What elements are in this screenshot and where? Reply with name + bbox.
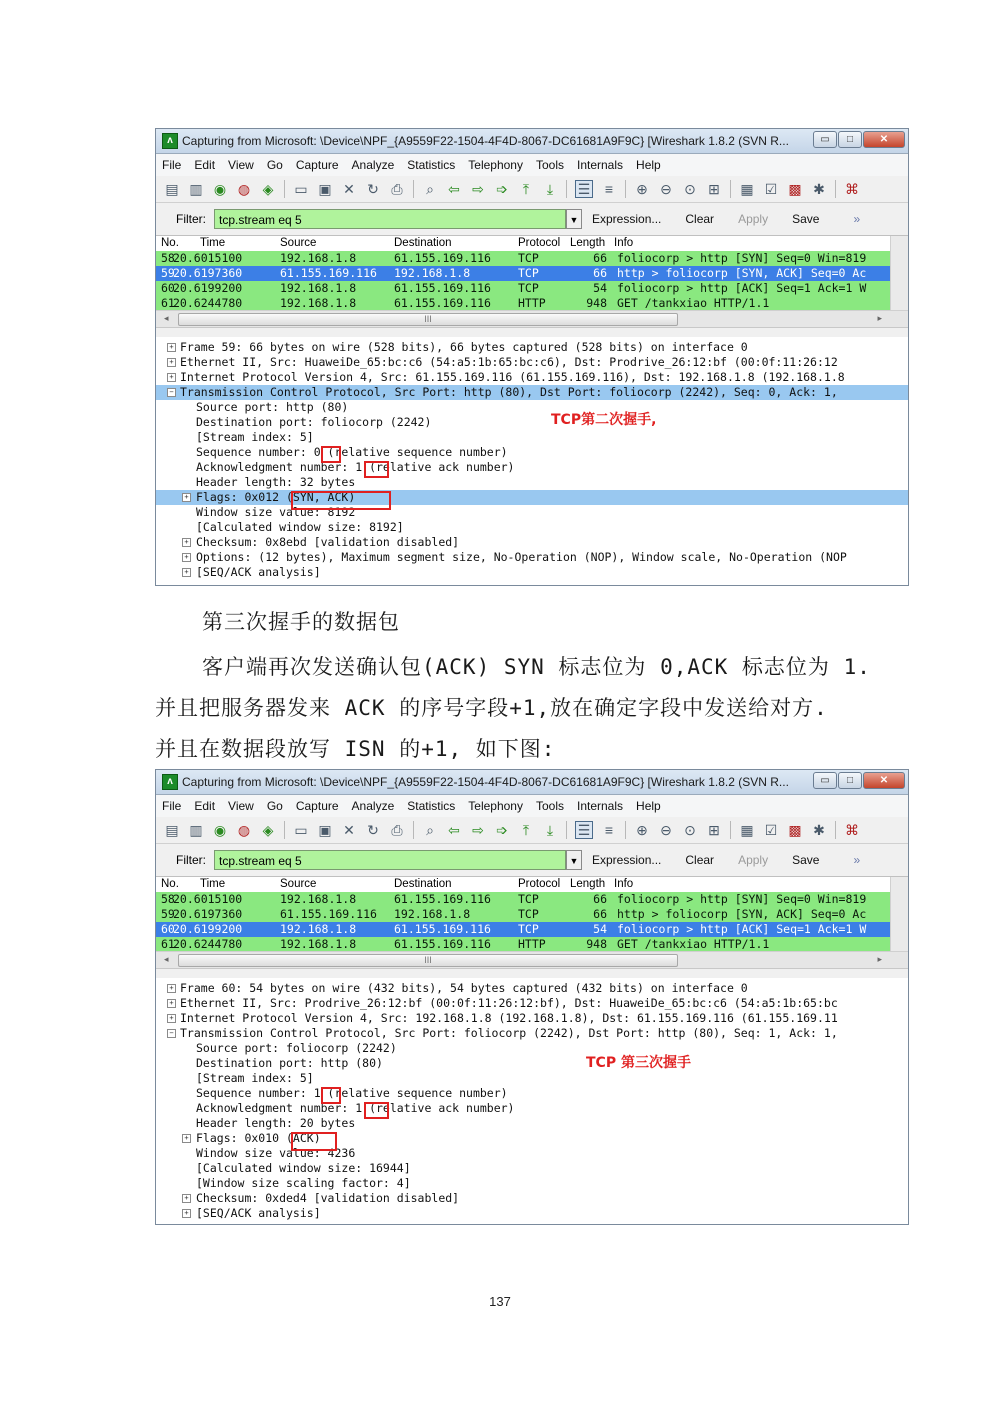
start-capture-icon[interactable]: ◉ [213, 822, 227, 838]
zoom-out-icon[interactable]: ⊖ [660, 822, 672, 838]
detail-line[interactable] [156, 996, 908, 1011]
detail-text: Destination port: foliocorp (2242) [196, 415, 432, 429]
shark-fin-icon: ʌ [162, 774, 178, 790]
detail-line[interactable] [156, 475, 908, 490]
packet-cell-destination: 61.155.169.116 [394, 892, 491, 906]
more-toolbar-button[interactable]: » [853, 853, 861, 867]
title-bar[interactable] [156, 770, 908, 795]
open-file-icon[interactable]: ▭ [294, 822, 308, 838]
scroll-right-icon[interactable]: ▸ [877, 313, 882, 323]
menu-tools[interactable]: Tools [535, 799, 564, 813]
paragraph-line-3: 并且在数据段放写 ISN 的+1, 如下图: [155, 737, 556, 761]
column-source[interactable]: Source [280, 237, 317, 249]
filter-input[interactable]: tcp.stream eq 5 [214, 209, 566, 229]
highlight-box [364, 1102, 389, 1119]
expand-toggle-icon[interactable]: + [167, 1014, 176, 1023]
packet-list-header [156, 877, 908, 892]
packet-cell-source: 61.155.169.116 [280, 907, 377, 921]
annotation-label: TCP 第三次握手 [586, 1055, 691, 1071]
column-length[interactable]: Length [570, 237, 606, 249]
zoom-normal-icon[interactable]: ⊙ [684, 822, 696, 838]
detail-text: Transmission Control Protocol, Src Port: http (80), Dst Port: foliocorp (2242), Seq: 0, Ack: 1, [180, 385, 838, 399]
packet-cell-length: 948 [586, 296, 607, 310]
scroll-left-icon[interactable]: ◂ [164, 954, 169, 964]
expand-toggle-icon[interactable]: − [167, 1029, 176, 1038]
go-forward-icon[interactable]: ⇨ [472, 181, 484, 197]
packet-cell-protocol: TCP [518, 922, 539, 936]
window-title: Capturing from Microsoft: \Device\NPF_{A9559F22-1504-4F4D-8067-DC61681A9F9C} [Wireshark 1.8.2 (SVN R... [182, 775, 789, 789]
packet-cell-protocol: TCP [518, 907, 539, 921]
go-to-packet-icon[interactable]: ➩ [496, 822, 508, 838]
menu-help[interactable]: Help [636, 799, 661, 813]
packet-cell-info: GET /tankxiao HTTP/1.1 [617, 296, 770, 310]
detail-line[interactable] [156, 430, 908, 445]
zoom-normal-icon[interactable]: ⊙ [684, 181, 696, 197]
detail-text: Ethernet II, Src: Prodrive_26:12:bf (00:0f:11:26:12:bf), Dst: HuaweiDe_65:bc:c6 (54:a5:1b:65:bc [180, 996, 838, 1010]
packet-list-hscrollbar[interactable] [156, 951, 908, 969]
clear-button[interactable]: Clear [685, 212, 715, 226]
highlight-box [291, 1132, 337, 1151]
column-info[interactable]: Info [614, 237, 634, 249]
find-packet-icon[interactable]: ⌕ [426, 822, 434, 838]
packet-cell-destination: 192.168.1.8 [394, 907, 471, 921]
wireshark-window-1 [155, 128, 909, 586]
packet-row[interactable] [156, 907, 908, 922]
main-toolbar [156, 176, 908, 203]
clear-button[interactable]: Clear [685, 853, 715, 867]
menu-view[interactable]: View [228, 158, 254, 172]
detail-text: [SEQ/ACK analysis] [196, 1206, 321, 1220]
packet-cell-protocol: TCP [518, 892, 539, 906]
detail-text: Flags: 0x012 (SYN, ACK) [196, 490, 356, 504]
packet-cell-destination: 61.155.169.116 [394, 922, 491, 936]
close-button[interactable]: ✕ [863, 772, 905, 789]
interface-list-icon[interactable]: ▤ [165, 822, 179, 838]
menu-statistics[interactable]: Statistics [407, 799, 456, 813]
detail-line[interactable] [156, 535, 908, 550]
menu-capture[interactable]: Capture [295, 158, 339, 172]
apply-button[interactable]: Apply [738, 212, 769, 226]
detail-text: [Stream index: 5] [196, 1071, 314, 1085]
column-no[interactable]: No. [161, 878, 179, 890]
detail-line[interactable] [156, 1011, 908, 1026]
reload-icon[interactable]: ↻ [367, 181, 379, 197]
go-first-icon[interactable]: ⤒ [522, 181, 530, 197]
maximize-button[interactable]: □ [838, 131, 862, 148]
apply-button[interactable]: Apply [738, 853, 769, 867]
packet-row[interactable] [156, 266, 908, 281]
packet-list [156, 236, 908, 310]
column-destination[interactable]: Destination [394, 878, 452, 890]
detail-text: [Stream index: 5] [196, 430, 314, 444]
capture-filters-icon[interactable]: ▦ [740, 181, 754, 197]
save-button[interactable]: Save [792, 853, 820, 867]
zoom-in-icon[interactable]: ⊕ [636, 822, 648, 838]
packet-list [156, 877, 908, 951]
column-info[interactable]: Info [614, 878, 634, 890]
detail-text: Checksum: 0x8ebd [validation disabled] [196, 535, 460, 549]
paragraph-line-2: 并且把服务器发来 ACK 的序号字段+1,放在确定字段中发送给对方. [155, 696, 828, 720]
expand-toggle-icon[interactable]: + [182, 538, 191, 547]
expand-toggle-icon[interactable]: + [182, 1194, 191, 1203]
detail-text: Window size value: 8192 [196, 505, 356, 519]
filter-label: Filter: [176, 212, 206, 226]
go-last-icon[interactable]: ⤓ [546, 822, 554, 838]
packet-list-scrollbar[interactable] [890, 877, 908, 951]
filter-bar [156, 203, 908, 236]
restart-capture-icon[interactable]: ◈ [262, 822, 274, 838]
interface-list-icon[interactable]: ▤ [165, 181, 179, 197]
print-icon[interactable]: ⎙ [391, 181, 403, 197]
column-source[interactable]: Source [280, 878, 317, 890]
packet-cell-time: 20.6199200 [173, 281, 243, 295]
packet-list-hscrollbar[interactable] [156, 310, 908, 328]
packet-row[interactable] [156, 281, 908, 296]
packet-cell-protocol: HTTP [518, 937, 546, 951]
detail-text: Frame 60: 54 bytes on wire (432 bits), 54 bytes captured (432 bits) on interface 0 [180, 981, 748, 995]
detail-line[interactable] [156, 1206, 908, 1221]
detail-text: Source port: http (80) [196, 400, 349, 414]
packet-cell-length: 66 [593, 892, 607, 906]
packet-cell-protocol: HTTP [518, 296, 546, 310]
detail-line[interactable] [156, 445, 908, 460]
packet-cell-no: 59 [161, 266, 175, 280]
open-file-icon[interactable]: ▭ [294, 181, 308, 197]
detail-text: Acknowledgment number: 1 (relative ack number) [196, 1101, 515, 1115]
detail-line[interactable] [156, 1116, 908, 1131]
packet-cell-length: 54 [593, 281, 607, 295]
menu-capture[interactable]: Capture [295, 799, 339, 813]
close-button[interactable]: ✕ [863, 131, 905, 148]
expand-toggle-icon[interactable]: + [167, 343, 176, 352]
detail-line[interactable] [156, 460, 908, 475]
go-back-icon[interactable]: ⇦ [448, 822, 460, 838]
display-filters-icon[interactable]: ☑ [764, 822, 778, 838]
detail-line[interactable] [156, 490, 908, 505]
menu-statistics[interactable]: Statistics [407, 158, 456, 172]
expand-toggle-icon[interactable]: + [167, 373, 176, 382]
close-file-icon[interactable]: ✕ [343, 181, 355, 197]
window-title: Capturing from Microsoft: \Device\NPF_{A9559F22-1504-4F4D-8067-DC61681A9F9C} [Wireshark 1.8.2 (SVN R... [182, 134, 789, 148]
expand-toggle-icon[interactable]: + [182, 1209, 191, 1218]
start-capture-icon[interactable]: ◉ [213, 181, 227, 197]
detail-text: Window size value: 4236 [196, 1146, 356, 1160]
detail-line[interactable] [156, 1056, 908, 1071]
expression-button[interactable]: Expression... [592, 853, 662, 867]
detail-line[interactable] [156, 415, 908, 430]
packet-cell-no: 60 [161, 281, 175, 295]
menu-telephony[interactable]: Telephony [468, 158, 523, 172]
packet-cell-destination: 192.168.1.8 [394, 266, 471, 280]
packet-cell-protocol: TCP [518, 281, 539, 295]
packet-cell-info: foliocorp > http [ACK] Seq=1 Ack=1 W [617, 281, 867, 295]
menu-bar [156, 795, 908, 817]
save-file-icon[interactable]: ▣ [318, 822, 332, 838]
help-icon[interactable]: ⌘ [845, 822, 859, 838]
packet-cell-info: http > foliocorp [SYN, ACK] Seq=0 Ac [617, 907, 867, 921]
highlight-box [364, 461, 389, 478]
packet-cell-time: 20.6244780 [173, 937, 243, 951]
column-length[interactable]: Length [570, 878, 606, 890]
preferences-icon[interactable]: ✱ [813, 822, 825, 838]
column-no[interactable]: No. [161, 237, 179, 249]
minimize-button[interactable]: ▭ [813, 131, 837, 148]
paragraph-heading: 第三次握手的数据包 [202, 610, 400, 634]
colorize-icon[interactable]: ☰ [575, 180, 593, 198]
colorize-icon[interactable]: ☰ [575, 821, 593, 839]
main-toolbar [156, 817, 908, 844]
print-icon[interactable]: ⎙ [391, 822, 403, 838]
detail-text: Sequence number: 0 (relative sequence number) [196, 445, 508, 459]
auto-scroll-icon[interactable]: ≡ [604, 181, 614, 197]
close-file-icon[interactable]: ✕ [343, 822, 355, 838]
filter-dropdown-icon[interactable]: ▼ [566, 850, 582, 870]
packet-cell-info: foliocorp > http [SYN] Seq=0 Win=819 [617, 251, 867, 265]
detail-text: Frame 59: 66 bytes on wire (528 bits), 66 bytes captured (528 bits) on interface 0 [180, 340, 748, 354]
scroll-right-icon[interactable]: ▸ [877, 954, 882, 964]
highlight-box [321, 446, 341, 463]
detail-text: Internet Protocol Version 4, Src: 61.155.169.116 (61.155.169.116), Dst: 192.168.1.8 (192.168.1.8 [180, 370, 845, 384]
expression-button[interactable]: Expression... [592, 212, 662, 226]
coloring-rules-icon[interactable]: ▩ [788, 822, 802, 838]
detail-text: [Calculated window size: 8192] [196, 520, 404, 534]
packet-cell-time: 20.6015100 [173, 251, 243, 265]
detail-text: Header length: 32 bytes [196, 475, 356, 489]
packet-cell-info: foliocorp > http [ACK] Seq=1 Ack=1 W [617, 922, 867, 936]
menu-go[interactable]: Go [266, 799, 283, 813]
column-protocol[interactable]: Protocol [518, 237, 561, 249]
highlight-box [321, 1087, 341, 1104]
go-forward-icon[interactable]: ⇨ [472, 822, 484, 838]
filter-input[interactable]: tcp.stream eq 5 [214, 850, 566, 870]
hscroll-thumb[interactable]: III [178, 313, 678, 326]
packet-cell-protocol: TCP [518, 251, 539, 265]
expand-toggle-icon[interactable]: + [167, 984, 176, 993]
detail-line[interactable] [156, 1086, 908, 1101]
detail-text: Destination port: http (80) [196, 1056, 383, 1070]
menu-help[interactable]: Help [636, 158, 661, 172]
packet-cell-time: 20.6197360 [173, 907, 243, 921]
save-file-icon[interactable]: ▣ [318, 181, 332, 197]
expand-toggle-icon[interactable]: + [167, 999, 176, 1008]
packet-cell-no: 58 [161, 892, 175, 906]
packet-cell-no: 61 [161, 296, 175, 310]
menu-telephony[interactable]: Telephony [468, 799, 523, 813]
detail-text: Ethernet II, Src: HuaweiDe_65:bc:c6 (54:a5:1b:65:bc:c6), Dst: Prodrive_26:12:bf (00:0f:11:26:12 [180, 355, 838, 369]
packet-details [156, 337, 908, 585]
menu-edit[interactable]: Edit [194, 158, 216, 172]
menu-file[interactable]: File [162, 158, 182, 172]
filter-bar [156, 844, 908, 877]
column-time[interactable]: Time [200, 237, 226, 249]
detail-text: [Window size scaling factor: 4] [196, 1176, 411, 1190]
packet-cell-source: 192.168.1.8 [280, 892, 357, 906]
stop-capture-icon[interactable]: ◍ [237, 181, 251, 197]
packet-cell-source: 192.168.1.8 [280, 922, 357, 936]
packet-cell-source: 192.168.1.8 [280, 296, 357, 310]
go-first-icon[interactable]: ⤒ [522, 822, 530, 838]
packet-cell-no: 61 [161, 937, 175, 951]
title-bar[interactable] [156, 129, 908, 154]
detail-line[interactable] [156, 520, 908, 535]
detail-text: Header length: 20 bytes [196, 1116, 356, 1130]
detail-line[interactable] [156, 340, 908, 355]
detail-line[interactable] [156, 385, 908, 400]
detail-text: Transmission Control Protocol, Src Port: foliocorp (2242), Dst Port: http (80), Seq: 1, Ack: 1, [180, 1026, 838, 1040]
menu-analyze[interactable]: Analyze [351, 799, 395, 813]
packet-row[interactable] [156, 922, 908, 937]
packet-cell-source: 192.168.1.8 [280, 937, 357, 951]
detail-text: Flags: 0x010 (ACK) [196, 1131, 321, 1145]
detail-text: Source port: foliocorp (2242) [196, 1041, 397, 1055]
packet-cell-source: 61.155.169.116 [280, 266, 377, 280]
packet-cell-no: 60 [161, 922, 175, 936]
detail-line[interactable] [156, 1101, 908, 1116]
packet-row[interactable] [156, 296, 908, 311]
shark-fin-icon: ʌ [162, 133, 178, 149]
menu-bar [156, 154, 908, 176]
detail-line[interactable] [156, 550, 908, 565]
preferences-icon[interactable]: ✱ [813, 181, 825, 197]
zoom-out-icon[interactable]: ⊖ [660, 181, 672, 197]
menu-go[interactable]: Go [266, 158, 283, 172]
packet-cell-no: 59 [161, 907, 175, 921]
capture-options-icon[interactable]: ▥ [189, 822, 203, 838]
column-time[interactable]: Time [200, 878, 226, 890]
zoom-in-icon[interactable]: ⊕ [636, 181, 648, 197]
find-packet-icon[interactable]: ⌕ [426, 181, 434, 197]
packet-cell-destination: 61.155.169.116 [394, 251, 491, 265]
detail-line[interactable] [156, 400, 908, 415]
packet-row[interactable] [156, 937, 908, 952]
expand-toggle-icon[interactable]: + [182, 568, 191, 577]
menu-internals[interactable]: Internals [577, 799, 624, 813]
detail-line[interactable] [156, 1071, 908, 1086]
more-toolbar-button[interactable]: » [853, 212, 861, 226]
detail-line[interactable] [156, 1026, 908, 1041]
packet-cell-time: 20.6015100 [173, 892, 243, 906]
highlight-box [291, 491, 391, 510]
stop-capture-icon[interactable]: ◍ [237, 822, 251, 838]
detail-text: Options: (12 bytes), Maximum segment size, No-Operation (NOP), Window scale, No-Operation (NOP [196, 550, 847, 564]
detail-line[interactable] [156, 981, 908, 996]
hscroll-thumb[interactable]: III [178, 954, 678, 967]
detail-line[interactable] [156, 1131, 908, 1146]
packet-cell-length: 948 [586, 937, 607, 951]
detail-text: Internet Protocol Version 4, Src: 192.168.1.8 (192.168.1.8), Dst: 61.155.169.116 (61.155.169.11 [180, 1011, 838, 1025]
detail-text: [SEQ/ACK analysis] [196, 565, 321, 579]
packet-cell-info: http > foliocorp [SYN, ACK] Seq=0 Ac [617, 266, 867, 280]
capture-filters-icon[interactable]: ▦ [740, 822, 754, 838]
packet-list-scrollbar[interactable] [890, 236, 908, 310]
detail-line[interactable] [156, 1176, 908, 1191]
detail-text: Acknowledgment number: 1 (relative ack number) [196, 460, 515, 474]
coloring-rules-icon[interactable]: ▩ [788, 181, 802, 197]
packet-row[interactable] [156, 251, 908, 266]
column-destination[interactable]: Destination [394, 237, 452, 249]
restart-capture-icon[interactable]: ◈ [262, 181, 274, 197]
capture-options-icon[interactable]: ▥ [189, 181, 203, 197]
scroll-left-icon[interactable]: ◂ [164, 313, 169, 323]
detail-text: Checksum: 0xded4 [validation disabled] [196, 1191, 460, 1205]
auto-scroll-icon[interactable]: ≡ [604, 822, 614, 838]
detail-text: [Calculated window size: 16944] [196, 1161, 411, 1175]
menu-internals[interactable]: Internals [577, 158, 624, 172]
packet-details [156, 978, 908, 1224]
detail-line[interactable] [156, 505, 908, 520]
expand-toggle-icon[interactable]: + [182, 1134, 191, 1143]
filter-dropdown-icon[interactable]: ▼ [566, 209, 582, 229]
detail-line[interactable] [156, 370, 908, 385]
paragraph-line-1: 客户端再次发送确认包(ACK) SYN 标志位为 0,ACK 标志位为 1. [202, 655, 871, 679]
packet-cell-time: 20.6199200 [173, 922, 243, 936]
packet-cell-source: 192.168.1.8 [280, 251, 357, 265]
wireshark-window-2 [155, 769, 909, 1225]
packet-cell-destination: 61.155.169.116 [394, 937, 491, 951]
detail-line[interactable] [156, 1146, 908, 1161]
packet-cell-source: 192.168.1.8 [280, 281, 357, 295]
detail-line[interactable] [156, 1041, 908, 1056]
minimize-button[interactable]: ▭ [813, 772, 837, 789]
packet-cell-time: 20.6244780 [173, 296, 243, 310]
packet-cell-length: 54 [593, 922, 607, 936]
detail-line[interactable] [156, 1161, 908, 1176]
column-protocol[interactable]: Protocol [518, 878, 561, 890]
packet-cell-length: 66 [593, 251, 607, 265]
annotation-label: TCP第二次握手, [551, 412, 657, 428]
go-to-packet-icon[interactable]: ➩ [496, 181, 508, 197]
detail-line[interactable] [156, 355, 908, 370]
detail-line[interactable] [156, 1191, 908, 1206]
save-button[interactable]: Save [792, 212, 820, 226]
packet-cell-destination: 61.155.169.116 [394, 296, 491, 310]
packet-cell-length: 66 [593, 907, 607, 921]
menu-tools[interactable]: Tools [535, 158, 564, 172]
expand-toggle-icon[interactable]: + [167, 358, 176, 367]
packet-cell-length: 66 [593, 266, 607, 280]
expand-toggle-icon[interactable]: + [182, 493, 191, 502]
packet-row[interactable] [156, 892, 908, 907]
detail-text: Sequence number: 1 (relative sequence number) [196, 1086, 508, 1100]
packet-cell-info: foliocorp > http [SYN] Seq=0 Win=819 [617, 892, 867, 906]
help-icon[interactable]: ⌘ [845, 181, 859, 197]
resize-columns-icon[interactable]: ⊞ [708, 822, 720, 838]
packet-list-header [156, 236, 908, 251]
detail-line[interactable] [156, 565, 908, 580]
go-back-icon[interactable]: ⇦ [448, 181, 460, 197]
packet-cell-no: 58 [161, 251, 175, 265]
go-last-icon[interactable]: ⤓ [546, 181, 554, 197]
packet-cell-info: GET /tankxiao HTTP/1.1 [617, 937, 770, 951]
reload-icon[interactable]: ↻ [367, 822, 379, 838]
resize-columns-icon[interactable]: ⊞ [708, 181, 720, 197]
menu-edit[interactable]: Edit [194, 799, 216, 813]
packet-cell-protocol: TCP [518, 266, 539, 280]
menu-view[interactable]: View [228, 799, 254, 813]
menu-file[interactable]: File [162, 799, 182, 813]
filter-label: Filter: [176, 853, 206, 867]
menu-analyze[interactable]: Analyze [351, 158, 395, 172]
page-number: 137 [489, 1294, 511, 1309]
packet-cell-time: 20.6197360 [173, 266, 243, 280]
maximize-button[interactable]: □ [838, 772, 862, 789]
display-filters-icon[interactable]: ☑ [764, 181, 778, 197]
packet-cell-destination: 61.155.169.116 [394, 281, 491, 295]
expand-toggle-icon[interactable]: + [182, 553, 191, 562]
expand-toggle-icon[interactable]: − [167, 388, 176, 397]
